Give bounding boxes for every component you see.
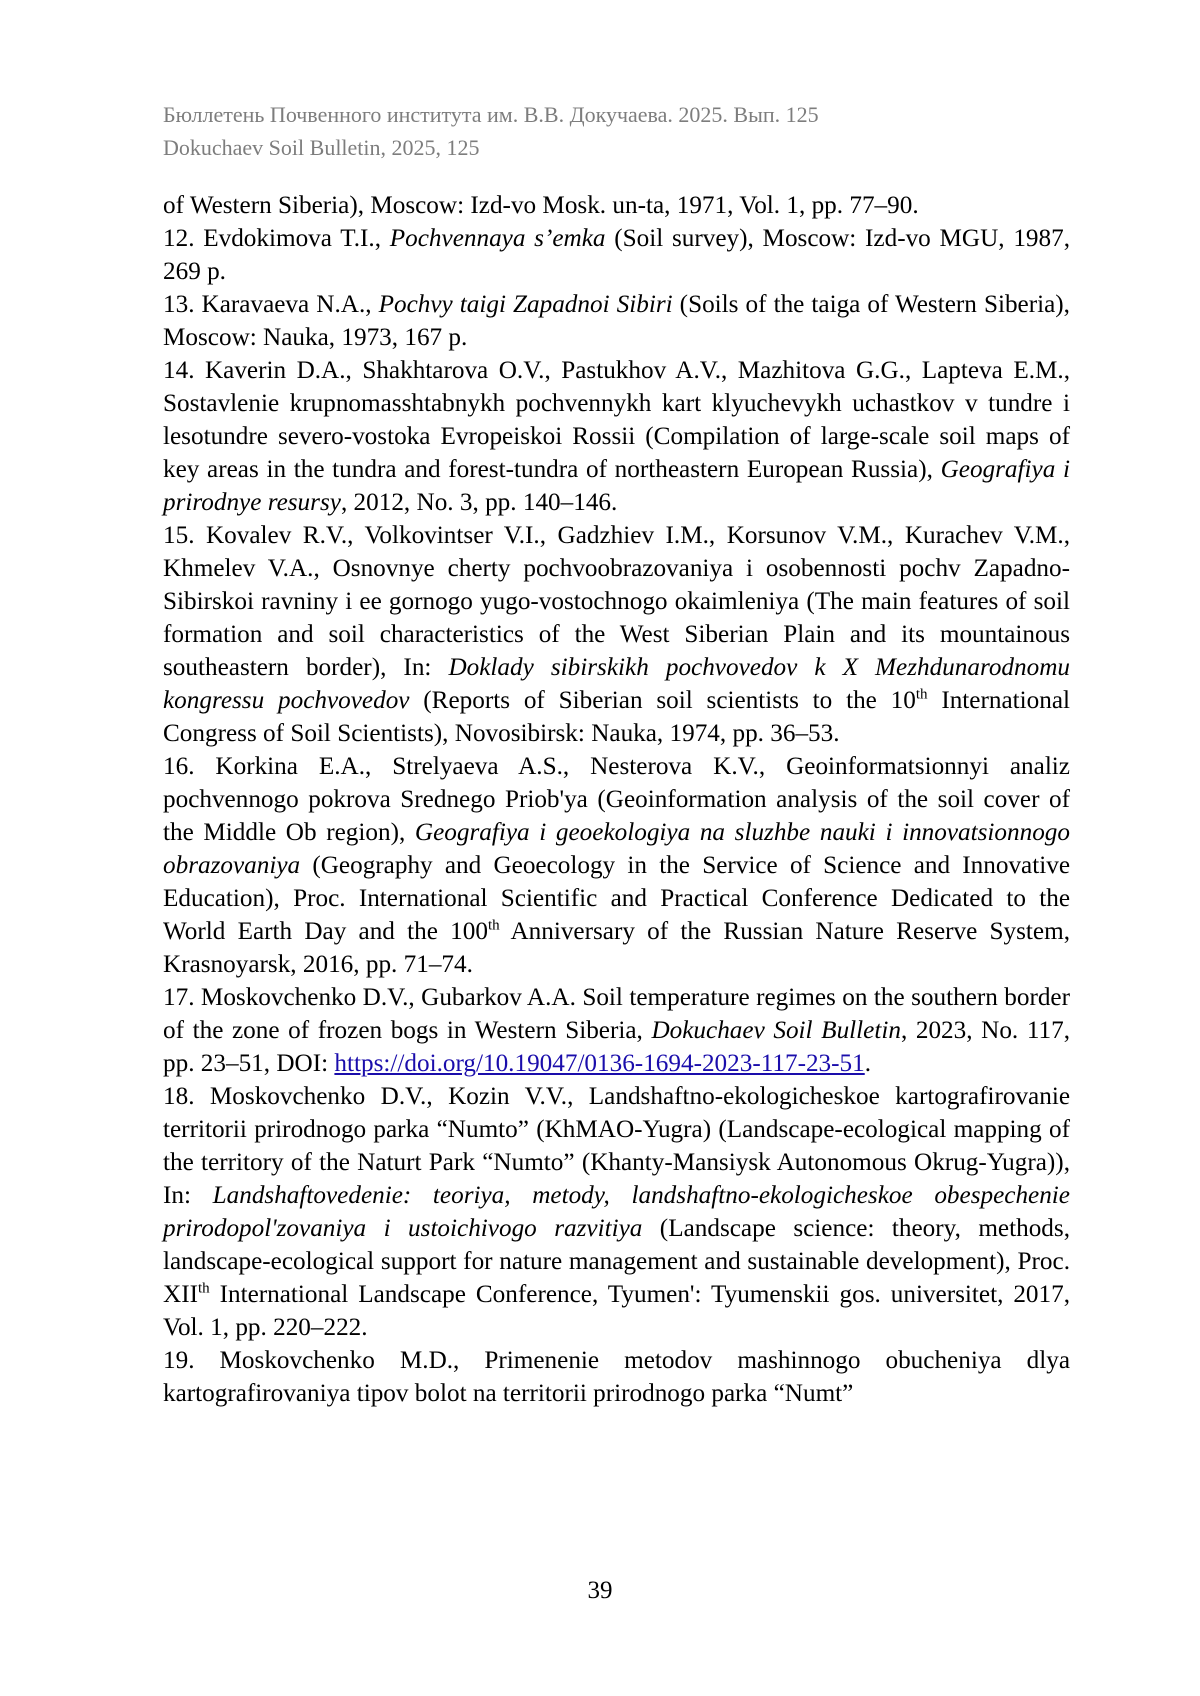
reference-number: 13. (163, 291, 195, 318)
reference-number: 12. (163, 225, 195, 252)
reference-15: 15. Kovalev R.V., Volkovintser V.I., Gadzhiev I.M., Korsunov V.M., Kurachev V.M., Khmelev V.A., Osnovnye cherty pochvoobrazovaniya i osobennosti pochv Zapadno-Sibirskoi ravniny i ee gornogo yugo-vostochnogo okaimleniya (The main features of soil formation and soil characteristics of the West Siberian Plain and its mountainous southeastern border), In: Doklady sibirskikh pochvovedov k X Mezhdunarodnomu kongressu pochvovedov (Reports of Siberian soil scientists to the 10th International Congress of Soil Scientists), Novosibirsk: Nauka, 1974, pp. 36–53. (163, 522, 1070, 747)
reference-14: 14. Kaverin D.A., Shakhtarova O.V., Pastukhov A.V., Mazhitova G.G., Lapteva E.M., Sostavlenie krupnomasshtabnykh pochvennykh kart klyuchevykh uchastkov v tundre i lesotundre severo-vostoka Evropeiskoi Rossii (Compilation of large-scale soil maps of key areas in the tundra and forest-tundra of northeastern European Russia), Geografiya i prirodnye resursy, 2012, No. 3, pp. 140–146. (163, 357, 1070, 516)
reference-number: 16. (163, 753, 195, 780)
page-number: 39 (587, 1577, 613, 1604)
reference-13: 13. Karavaeva N.A., Pochvy taigi Zapadnoi Sibiri (Soils of the taiga of Western Siberia), Moscow: Nauka, 1973, 167 p. (163, 291, 1070, 351)
reference-number: 18. (163, 1083, 195, 1110)
reference-17: 17. Moskovchenko D.V., Gubarkov A.A. Soil temperature regimes on the southern border of the zone of frozen bogs in Western Siberia, Dokuchaev Soil Bulletin, 2023, No. 117, pp. 23–51, DOI: https://doi.org/10.19047/0136-1694-2023-117-23-51. (163, 984, 1070, 1077)
reference-title-italic: Pochvennaya s’emka (389, 225, 606, 252)
superscript: th (487, 917, 500, 934)
reference-title-italic: Geografiya i geoekologiya na sluzhbe nauki i innovatsionnogo obrazovaniya (163, 819, 1070, 879)
reference-number: 14. (163, 357, 195, 384)
reference-title-italic: Landshaftovedenie: teoriya, metody, landshaftno-ekologicheskoe obespechenie prirodopol'zovaniya i ustoichivogo razvitiya (163, 1182, 1070, 1242)
reference-12: 12. Evdokimova T.I., Pochvennaya s’emka (Soil survey), Moscow: Izd-vo MGU, 1987, 269 p. (163, 225, 1071, 285)
reference-number: 19. (163, 1347, 195, 1374)
header-english-title: Dokuchaev Soil Bulletin, 2025, 125 (163, 135, 480, 160)
superscript: th (915, 686, 928, 703)
reference-number: 15. (163, 522, 195, 549)
reference-title-italic: Doklady sibirskikh pochvovedov k X Mezhdunarodnomu kongressu pochvovedov (163, 654, 1070, 714)
doi-link[interactable]: https://doi.org/10.19047/0136-1694-2023-117-23-51 (334, 1050, 865, 1077)
reference-journal-italic: Geografiya i prirodnye resursy (163, 456, 1070, 516)
reference-19: 19. Moskovchenko M.D., Primenenie metodov mashinnogo obucheniya dlya kartografirovaniya tipov bolot na territorii prirodnogo parka “Numt” (163, 1347, 1070, 1407)
reference-number: 17. (163, 984, 195, 1011)
reference-title-italic: Pochvy taigi Zapadnoi Sibiri (378, 291, 673, 318)
header-russian-title: Бюллетень Почвенного института им. В.В. Докучаева. 2025. Вып. 125 (163, 102, 819, 127)
reference-journal-italic: Dokuchaev Soil Bulletin (651, 1017, 901, 1044)
reference-11-continuation: of Western Siberia), Moscow: Izd-vo Mosk. un-ta, 1971, Vol. 1, pp. 77–90. (163, 192, 919, 219)
reference-18: 18. Moskovchenko D.V., Kozin V.V., Landshaftno-ekologicheskoe kartografirovanie territorii prirodnogo parka “Numto” (KhMAO-Yugra) (Landscape-ecological mapping of the territory of the Naturt Park “Numto” (Khanty-Mansiysk Autonomous Okrug-Yugra)), In: Landshaftovedenie: teoriya, metody, landshaftno-ekologicheskoe obespechenie prirodopol'zovaniya i ustoichivogo razvitiya (Landscape science: theory, methods, landscape-ecological support for nature management and sustainable development), Proc. XIIth International Landscape Conference, Tyumen': Tyumenskii gos. universitet, 2017, Vol. 1, pp. 220–222. (163, 1083, 1070, 1341)
reference-16: 16. Korkina E.A., Strelyaeva A.S., Nesterova K.V., Geoinformatsionnyi analiz pochvennogo pokrova Srednego Priob'ya (Geoinformation analysis of the soil cover of the Middle Ob region), Geografiya i geoekologiya na sluzhbe nauki i innovatsionnogo obrazovaniya (Geography and Geoecology in the Service of Science and Innovative Education), Proc. International Scientific and Practical Conference Dedicated to the World Earth Day and the 100th Anniversary of the Russian Nature Reserve System, Krasnoyarsk, 2016, pp. 71–74. (163, 753, 1070, 978)
running-header (163, 98, 1063, 164)
references-list (163, 189, 1070, 1410)
superscript: th (197, 1280, 210, 1297)
